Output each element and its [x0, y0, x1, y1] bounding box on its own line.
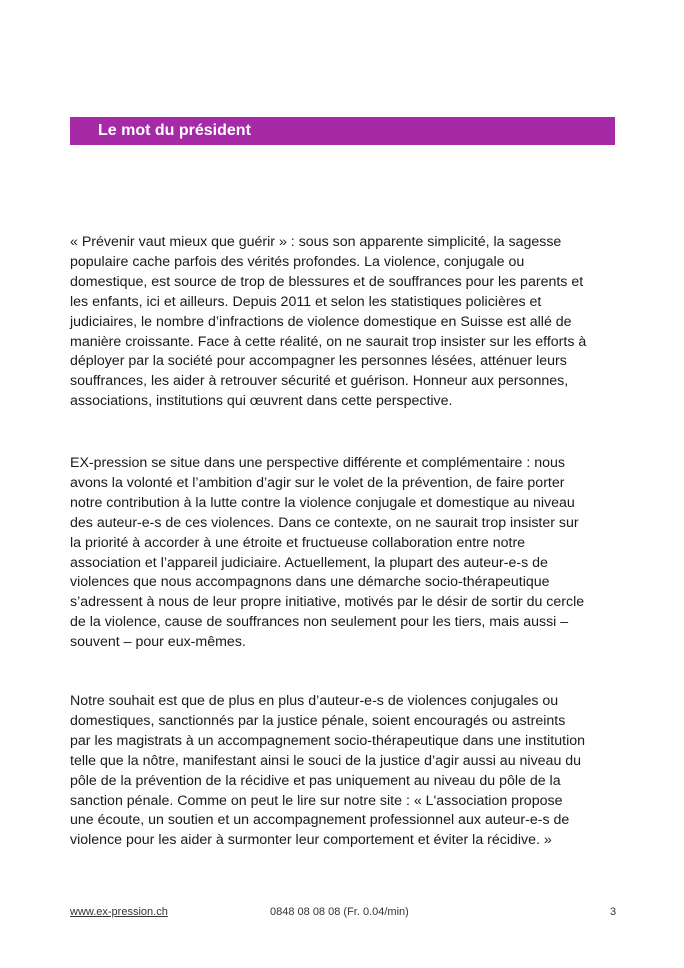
paragraph-3 — [70, 692, 630, 851]
text-line: souffrances, les aider à retrouver sécurité et guérison. Honneur aux personnes, — [70, 373, 569, 390]
text-line: Notre souhait est que de plus en plus d’auteur-e-s de violences conjugales ou — [70, 693, 559, 709]
text-line: violence pour les aider à surmonter leur comportement et éviter la récidive. » — [70, 832, 552, 849]
text-line: association et l’appareil judiciaire. Actuellement, la plupart des auteur-e-s de — [70, 554, 548, 571]
text-line: par les magistrats à un accompagnement socio-thérapeutique dans une institution — [70, 732, 585, 749]
text-line: associations, institutions qui œuvrent dans cette perspective. — [70, 393, 453, 410]
text-line: avons la volonté et l’ambition d’agir sur le volet de la prévention, de faire porter — [70, 474, 565, 491]
text-line: déployer par la société pour accompagner les personnes lésées, atténuer leurs — [70, 353, 567, 370]
website-link[interactable]: www.ex-pression.ch — [70, 906, 168, 918]
text-line: EX-pression se situe dans une perspective différente et complémentaire : nous — [70, 455, 566, 471]
paragraph-1 — [70, 233, 630, 412]
text-line: telle que la nôtre, manifestant ainsi le souci de la justice d’agir aussi au niveau du — [70, 752, 582, 769]
text-line: « Prévenir vaut mieux que guérir » : sous son apparente simplicité, la sagesse — [70, 234, 562, 250]
text-line: la priorité à accorder à une étroite et fructueuse collaboration entre notre — [70, 534, 526, 551]
text-line: une écoute, un soutien et un accompagnement professionnel aux auteur-e-s de — [70, 812, 570, 829]
text-line: souvent – pour eux-mêmes. — [70, 634, 246, 651]
section-header-banner — [70, 117, 615, 145]
text-line: sanction pénale. Comme on peut le lire sur notre site : « L'association propose — [70, 792, 563, 809]
text-line: des auteur-e-s de ces violences. Dans ce contexte, on ne saurait trop insister sur — [70, 514, 579, 531]
page-number: 3 — [610, 906, 617, 918]
text-line: domestique, est source de trop de blessures et de souffrances pour les parents et — [70, 273, 584, 290]
text-line: domestiques, sanctionnés par la justice pénale, soient encouragés ou astreints — [70, 712, 566, 729]
text-line: manière croissante. Face à cette réalité, on ne saurait trop insister sur les efforts à — [70, 333, 587, 350]
phone-number: 0848 08 08 08 (Fr. 0.04/min) — [270, 906, 409, 918]
text-line: les enfants, ici et ailleurs. Depuis 2011 et selon les statistiques policières et — [70, 293, 542, 310]
text-line: pôle de la prévention de la récidive et pas uniquement au niveau du pôle de la — [70, 772, 561, 789]
paragraph-2 — [70, 454, 630, 653]
text-line: populaire cache parfois des vérités profondes. La violence, conjugale ou — [70, 253, 525, 270]
text-line: s’adressent à nous de leur propre initiative, motivés par le désir de sortir du cercle — [70, 594, 585, 611]
text-line: judiciaires, le nombre d’infractions de violence domestique en Suisse est allé de — [70, 313, 572, 330]
text-line: notre contribution à la lutte contre la violence conjugale et domestique au niveau — [70, 494, 575, 511]
text-line: violences que nous accompagnons dans une démarche socio-thérapeutique — [70, 574, 550, 591]
text-line: de la violence, cause de souffrances non seulement pour les tiers, mais aussi – — [70, 614, 569, 631]
section-title: Le mot du président — [98, 122, 251, 139]
